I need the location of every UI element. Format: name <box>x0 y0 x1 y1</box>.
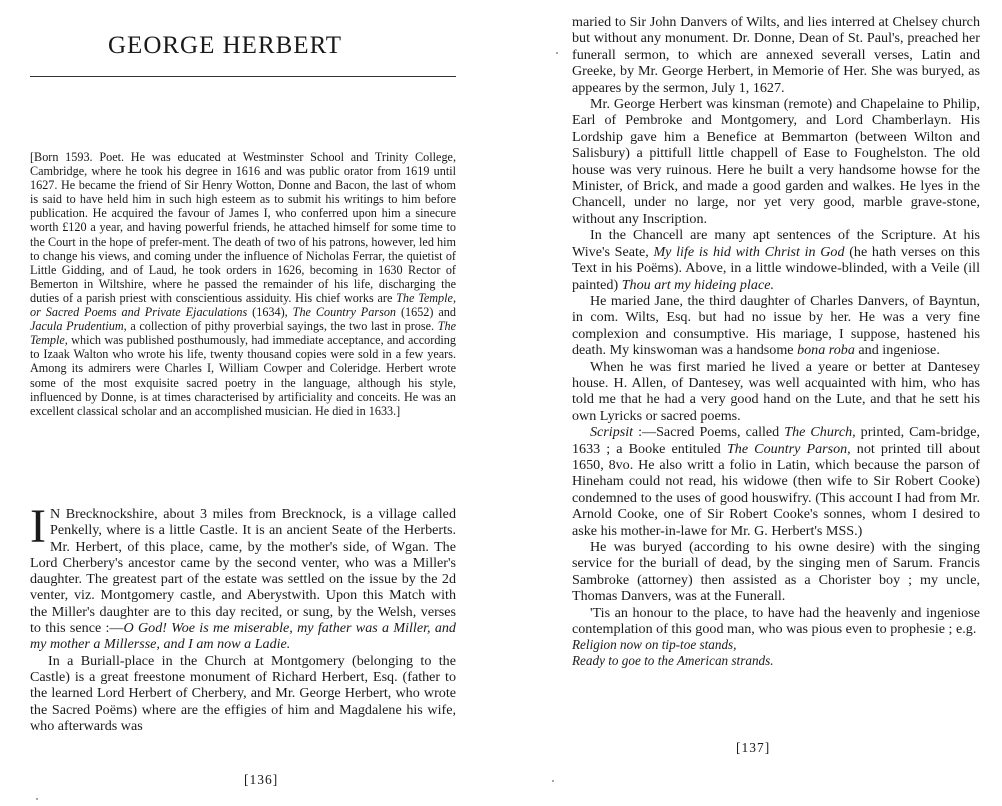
biographical-intro <box>30 150 456 418</box>
paragraph-text: He maried Jane, the third daughter of Charles Danvers, of Bayntun, in com. Wilts, Esq. but had no issue by her. He was a very fine complexion and consumptive. His mariage, I suppose, hastened his death. My kinswoman was a handsome <box>572 292 980 359</box>
verse-line: Ready to goe to the American strands. <box>572 653 774 669</box>
page-number: [136] <box>244 772 279 787</box>
paragraph-italic: The Church, <box>784 424 856 441</box>
drop-cap: I <box>30 500 46 553</box>
intro-text: (1652) and <box>396 305 456 320</box>
paragraph-text: :—Sacred Poems, called <box>633 424 785 441</box>
page-title: GEORGE HERBERT <box>108 32 343 59</box>
paragraph <box>572 293 980 359</box>
paragraph-italic: bona roba <box>797 342 855 359</box>
intro-italic: The Temple, or Sacred Poems and Private Ejaculations <box>30 290 456 320</box>
paragraph-text: printed, Cam-bridge, 1633 ; a Booke entituled <box>572 424 980 457</box>
paragraph: 'Tis an honour to the place, to have had the heavenly and ingeniose contemplation of this good man, who was pious even to prophesie ; e.g. <box>572 604 980 638</box>
paragraph-text: (he hath verses on this Text in his Poëms). Above, in a little windowe-blinded, with a Veile (ill painted) <box>572 243 980 293</box>
right-body-text <box>572 14 980 669</box>
intro-text: which was published posthumously, had immediate acceptance, and according to Izaak Walton who wrote his life, twenty thousand copies were sold in a few years. Among its admirers were Charles I, William Cowper and Coleridge. Herbert wrote some of the most exquisite sacred poetry in the language, although his style, influenced by Donne, is at times characterised by artificiality and conceits. He was an excellent classical scholar and an accomplished musician. He died in 1633.] <box>30 333 456 418</box>
paragraph-italic: O God! Woe is me miserable, my father was a Miller, and my mother a Millersse, and I am now a Ladie. <box>30 620 456 653</box>
paragraph <box>572 424 980 539</box>
intro-text: a collection of pithy proverbial sayings, the two last in prose. <box>126 319 438 334</box>
intro-text: (1634), <box>247 305 293 320</box>
scan-speck <box>556 52 558 54</box>
scan-speck <box>36 798 38 800</box>
intro-italic: Jacula Prudentium, <box>30 319 127 334</box>
scan-speck <box>552 780 554 782</box>
paragraph: maried to Sir John Danvers of Wilts, and lies interred at Chelsey church but without any monument. Dr. Donne, Dean of St. Paul's, preached her funerall sermon, to which are annexed severall verses, Latin and Greeke, by Mr. George Herbert, in Memorie of Her. She was buryed, as appeares by the sermon, July 1, 1627. <box>572 14 980 96</box>
paragraph-text: not printed till about 1650, 8vo. He also writt a folio in Latin, which because the parson of Hineham could not read, his widowe (then wife to Sir Robert Cooke) condemned to the uses of good houswifry. (This account I had from Mr. Arnold Cooke, one of Sir Robert Cooke's sonnes, whom I desired to aske his mother-in-lawe for Mr. G. Herbert's MSS.) <box>572 440 980 539</box>
paragraph-text: and ingeniose. <box>854 342 940 359</box>
paragraph: He was buryed (according to his owne desire) with the singing service for the buriall of dead, by the singing men of Sarum. Francis Sambroke (attorney) then assisted as a Chorister boy ; my uncle, Thomas Danvers, was at the Funerall. <box>572 539 980 605</box>
paragraph: When he was first maried he lived a yeare or better at Dantesey house. H. Allen, of Dantesey, was well acquainted with him, who has told me that he had a very good hand on the Lute, and that he sett his own Lyricks or sacred poems. <box>572 358 980 424</box>
paragraph-text: In the Chancell are many apt sentences of the Scripture. At his Wive's Seate, <box>572 227 980 260</box>
intro-text: [Born 1593. Poet. He was educated at Westminster School and Trinity College, Cambridge, where he took his degree in 1616 and was public orator from 1619 until 1627. He became the friend of Sir Henry Wotton, Donne and Bacon, the last of whom is said to have held him in such high esteem as to submit his writings to him before publication. He acquired the favour of James I, who conferred upon him a sinecure worth £120 a year, and having powerful friends, he attached himself for some time to the Court in the hope of prefer-ment. The death of two of his patrons, however, led him to change his views, and coming under the influence of Nicholas Ferrar, the quietist of Little Gidding, and of Laud, he took orders in 1626, becoming in 1630 Rector of Bemerton in Wiltshire, where he passed the remainder of his life, discharging the duties of a parish priest with conscientious assiduity. His chief works are <box>30 150 456 305</box>
paragraph: Mr. George Herbert was kinsman (remote) and Chapelaine to Philip, Earl of Pembroke and Montgomery, and Lord Chamberlayn. His Lordship gave him a Benefice at Bemmarton (between Wilton and Salisbury) a pittifull little chappell of Ease to Foughelston. The old house was very ruinous. Here he built a very handsome howse for the Minister, of Brick, and made a good garden and walkes. He lyes in the Chancell, under no large, nor yet very good, marble grave-stone, without any Inscription. <box>572 96 980 227</box>
paragraph-italic: Scripsit <box>590 424 634 441</box>
paragraph <box>30 500 456 653</box>
verse-line: Religion now on tip-toe stands, <box>572 637 737 653</box>
paragraph-text: N Brecknockshire, about 3 miles from Brecknock, is a village called Penkelly, where is a little Castle. It is an ancient Seate of the Herberts. Mr. Herbert, of this place, came, by the mother's side, of Wgan. The Lord Cherbery's ancestor came by the second venter, who was a Miller's daughter. The greatest part of the estate was settled on the issue by the 2d venter, viz. Montgomery castle, and Aberystwith. Upon this Match with the Miller's daughter are to this day recited, or sung, by the Welsh, verses to this sence :— <box>30 506 456 637</box>
paragraph-italic: My life is hid with Christ in God <box>653 243 845 260</box>
paragraph-italic: Thou art my hideing place. <box>621 276 774 293</box>
paragraph-italic: The Country Parson, <box>726 440 851 457</box>
paragraph: In a Buriall-place in the Church at Montgomery (belonging to the Castle) is a great freestone monument of Richard Herbert, Esq. (father to the learned Lord Herbert of Cherbery, and Mr. George Herbert, who wrote the Sacred Poëms) where are the effigies of him and Magdalene his wife, who afterwards was <box>30 652 456 734</box>
intro-italic: The Temple, <box>30 319 456 348</box>
page-number: [137] <box>736 740 771 755</box>
intro-italic: The Country Parson <box>292 305 397 320</box>
title-rule <box>30 76 456 77</box>
left-body-text <box>30 500 456 734</box>
paragraph <box>572 227 980 293</box>
